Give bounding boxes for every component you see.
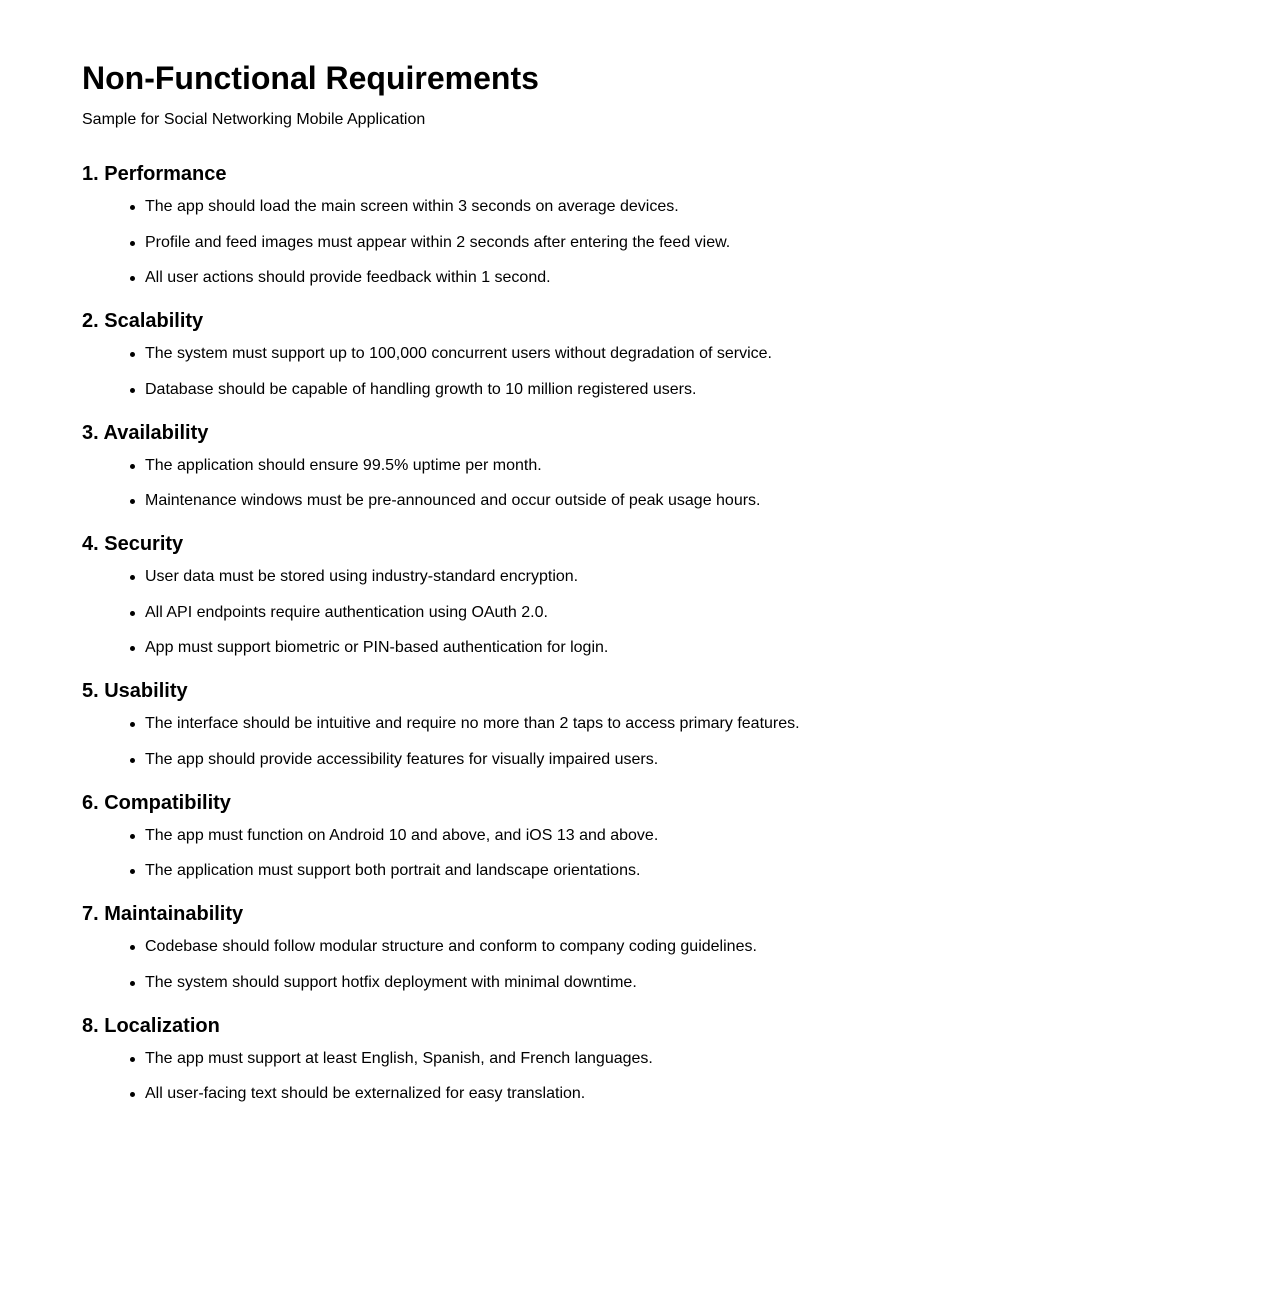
requirement-list [82, 1048, 1263, 1106]
list-item: User data must be stored using industry-standard encryption. [145, 566, 1263, 588]
list-item: The app must support at least English, Spanish, and French languages. [145, 1048, 1263, 1070]
list-item: Database should be capable of handling growth to 10 million registered users. [145, 379, 1263, 401]
requirement-list [82, 825, 1263, 883]
section-security [82, 530, 1263, 659]
list-item: All user actions should provide feedback within 1 second. [145, 267, 1263, 289]
section-localization [82, 1012, 1263, 1106]
list-item: All API endpoints require authentication using OAuth 2.0. [145, 602, 1263, 624]
section-heading: 6. Compatibility [82, 791, 231, 814]
section-scalability [82, 307, 1263, 401]
section-heading: 1. Performance [82, 163, 227, 185]
list-item: The interface should be intuitive and require no more than 2 taps to access primary features. [145, 713, 1263, 735]
requirement-list [82, 196, 1263, 289]
list-item: Profile and feed images must appear within 2 seconds after entering the feed view. [145, 232, 1263, 254]
list-item: The app must function on Android 10 and above, and iOS 13 and above. [145, 825, 1263, 847]
page-title: Non-Functional Requirements [82, 60, 539, 96]
requirement-list [82, 566, 1263, 659]
list-item: App must support biometric or PIN-based authentication for login. [145, 637, 1263, 659]
list-item: The application must support both portrait and landscape orientations. [145, 860, 1263, 882]
section-availability [82, 419, 1263, 513]
section-performance [82, 160, 1263, 289]
section-heading: 5. Usability [82, 680, 188, 702]
section-heading: 2. Scalability [82, 310, 204, 332]
list-item: The application should ensure 99.5% uptime per month. [145, 455, 1263, 477]
section-heading: 7. Maintainability [82, 903, 244, 925]
list-item: The app should load the main screen within 3 seconds on average devices. [145, 196, 1263, 218]
list-item: Maintenance windows must be pre-announced and occur outside of peak usage hours. [145, 490, 1263, 512]
requirement-list [82, 455, 1263, 513]
list-item: The system must support up to 100,000 concurrent users without degradation of service. [145, 343, 1263, 365]
requirement-list [82, 936, 1263, 994]
list-item: The system should support hotfix deployment with minimal downtime. [145, 972, 1263, 994]
section-heading: 8. Localization [82, 1014, 220, 1037]
section-compatibility [82, 789, 1263, 883]
list-item: The app should provide accessibility features for visually impaired users. [145, 749, 1263, 771]
page-subtitle: Sample for Social Networking Mobile Application [82, 111, 426, 128]
requirement-list [82, 713, 1263, 771]
list-item: Codebase should follow modular structure and conform to company coding guidelines. [145, 936, 1263, 958]
section-usability [82, 677, 1263, 771]
section-maintainability [82, 900, 1263, 994]
section-heading: 4. Security [82, 533, 184, 555]
list-item: All user-facing text should be externalized for easy translation. [145, 1083, 1263, 1105]
section-heading: 3. Availability [82, 421, 209, 444]
requirement-list [82, 343, 1263, 401]
